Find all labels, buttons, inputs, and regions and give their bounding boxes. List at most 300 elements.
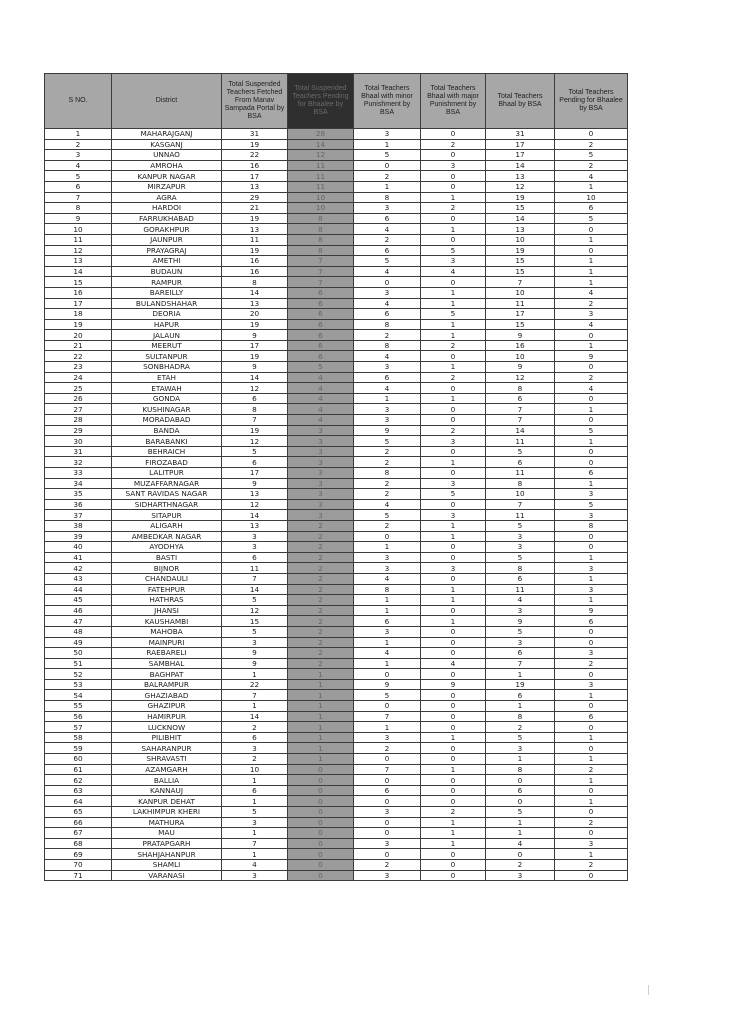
table-row (45, 732, 628, 743)
table-row (45, 849, 628, 860)
table-row (45, 701, 628, 712)
cell-sno: 33 (45, 468, 112, 479)
cell-fetched: 13 (222, 181, 288, 192)
cell-fetched: 11 (222, 563, 288, 574)
cell-pending: 3 (555, 584, 628, 595)
cell-fetched: 12 (222, 499, 288, 510)
cell-fetched: 6 (222, 785, 288, 796)
cell-minor: 0 (354, 754, 421, 765)
cell-major: 0 (421, 859, 486, 870)
cell-district: SITAPUR (112, 510, 222, 521)
cell-fetched: 7 (222, 690, 288, 701)
cell-major: 0 (421, 870, 486, 881)
cell-pending-suspended: 2 (288, 563, 354, 574)
table-row (45, 330, 628, 341)
cell-total-bhaal: 1 (486, 754, 555, 765)
cell-major: 0 (421, 637, 486, 648)
cell-minor: 4 (354, 648, 421, 659)
cell-district: BALRAMPUR (112, 679, 222, 690)
cell-minor: 3 (354, 626, 421, 637)
cell-major: 1 (421, 595, 486, 606)
cell-pending-suspended: 0 (288, 807, 354, 818)
cell-total-bhaal: 7 (486, 415, 555, 426)
cell-major: 0 (421, 785, 486, 796)
cell-sno: 7 (45, 192, 112, 203)
cell-major: 1 (421, 520, 486, 531)
cell-pending: 0 (555, 669, 628, 680)
cell-total-bhaal: 19 (486, 679, 555, 690)
cell-minor: 3 (354, 404, 421, 415)
cell-pending-suspended: 2 (288, 520, 354, 531)
cell-total-bhaal: 2 (486, 722, 555, 733)
cell-pending: 3 (555, 679, 628, 690)
cell-minor: 1 (354, 181, 421, 192)
cell-pending-suspended: 2 (288, 542, 354, 553)
cell-total-bhaal: 0 (486, 775, 555, 786)
cell-district: SAMBHAL (112, 658, 222, 669)
cell-pending-suspended: 0 (288, 859, 354, 870)
cell-district: GHAZIPUR (112, 701, 222, 712)
cell-total-bhaal: 8 (486, 711, 555, 722)
cell-sno: 34 (45, 478, 112, 489)
cell-total-bhaal: 1 (486, 669, 555, 680)
cell-major: 3 (421, 256, 486, 267)
cell-fetched: 5 (222, 595, 288, 606)
cell-minor: 7 (354, 711, 421, 722)
cell-sno: 65 (45, 807, 112, 818)
table-row (45, 785, 628, 796)
cell-major: 3 (421, 478, 486, 489)
cell-minor: 2 (354, 457, 421, 468)
cell-fetched: 5 (222, 446, 288, 457)
cell-sno: 19 (45, 319, 112, 330)
cell-pending-suspended: 11 (288, 171, 354, 182)
cell-pending-suspended: 6 (288, 351, 354, 362)
cell-minor: 3 (354, 129, 421, 140)
cell-pending: 0 (555, 415, 628, 426)
table-row (45, 362, 628, 373)
cell-pending: 0 (555, 457, 628, 468)
cell-sno: 38 (45, 520, 112, 531)
cell-total-bhaal: 7 (486, 404, 555, 415)
cell-district: ETAWAH (112, 383, 222, 394)
cell-pending-suspended: 1 (288, 711, 354, 722)
table-body (45, 129, 628, 881)
cell-sno: 4 (45, 160, 112, 171)
cell-major: 2 (421, 340, 486, 351)
cell-total-bhaal: 3 (486, 531, 555, 542)
cell-pending: 5 (555, 499, 628, 510)
cell-major: 0 (421, 552, 486, 563)
cell-pending: 0 (555, 701, 628, 712)
cell-total-bhaal: 10 (486, 234, 555, 245)
cell-major: 1 (421, 531, 486, 542)
cell-fetched: 15 (222, 616, 288, 627)
cell-district: KAUSHAMBI (112, 616, 222, 627)
cell-pending-suspended: 3 (288, 468, 354, 479)
cell-minor: 6 (354, 245, 421, 256)
table-row (45, 256, 628, 267)
cell-minor: 0 (354, 277, 421, 288)
cell-pending: 0 (555, 828, 628, 839)
cell-district: DEORIA (112, 309, 222, 320)
cell-pending: 0 (555, 446, 628, 457)
table-row (45, 520, 628, 531)
cell-pending: 6 (555, 203, 628, 214)
cell-major: 0 (421, 775, 486, 786)
cell-total-bhaal: 14 (486, 425, 555, 436)
cell-fetched: 9 (222, 478, 288, 489)
cell-fetched: 20 (222, 309, 288, 320)
cell-pending-suspended: 4 (288, 404, 354, 415)
cell-pending: 6 (555, 468, 628, 479)
table-row (45, 139, 628, 150)
cell-pending-suspended: 1 (288, 701, 354, 712)
cell-minor: 2 (354, 446, 421, 457)
cell-district: SHAHJAHANPUR (112, 849, 222, 860)
cell-pending: 0 (555, 245, 628, 256)
cell-pending: 1 (555, 595, 628, 606)
cell-sno: 46 (45, 605, 112, 616)
cell-district: ALIGARH (112, 520, 222, 531)
cell-minor: 8 (354, 468, 421, 479)
cell-pending-suspended: 6 (288, 319, 354, 330)
cell-major: 0 (421, 129, 486, 140)
cell-fetched: 9 (222, 648, 288, 659)
cell-district: BEHRAICH (112, 446, 222, 457)
cell-minor: 4 (354, 351, 421, 362)
cell-pending: 3 (555, 309, 628, 320)
cell-pending: 2 (555, 298, 628, 309)
cell-minor: 9 (354, 425, 421, 436)
cell-sno: 36 (45, 499, 112, 510)
cell-major: 0 (421, 626, 486, 637)
cell-pending-suspended: 0 (288, 838, 354, 849)
cell-fetched: 12 (222, 383, 288, 394)
cell-fetched: 21 (222, 203, 288, 214)
cell-pending: 3 (555, 563, 628, 574)
cell-pending-suspended: 2 (288, 648, 354, 659)
cell-minor: 6 (354, 213, 421, 224)
cell-minor: 6 (354, 785, 421, 796)
cell-pending: 10 (555, 192, 628, 203)
cell-major: 1 (421, 457, 486, 468)
cell-minor: 2 (354, 859, 421, 870)
cell-major: 0 (421, 701, 486, 712)
cell-minor: 2 (354, 743, 421, 754)
cell-district: BALLIA (112, 775, 222, 786)
cell-pending-suspended: 0 (288, 828, 354, 839)
cell-sno: 10 (45, 224, 112, 235)
cell-district: BARABANKI (112, 436, 222, 447)
cell-sno: 13 (45, 256, 112, 267)
cell-major: 9 (421, 679, 486, 690)
table-row (45, 340, 628, 351)
cell-total-bhaal: 15 (486, 266, 555, 277)
cell-district: AMBEDKAR NAGAR (112, 531, 222, 542)
cell-fetched: 31 (222, 129, 288, 140)
cell-sno: 71 (45, 870, 112, 881)
cell-pending: 0 (555, 330, 628, 341)
cell-minor: 3 (354, 807, 421, 818)
cell-pending-suspended: 2 (288, 637, 354, 648)
cell-pending-suspended: 8 (288, 224, 354, 235)
table-row (45, 658, 628, 669)
cell-pending-suspended: 4 (288, 415, 354, 426)
cell-major: 0 (421, 605, 486, 616)
cell-district: BULANDSHAHAR (112, 298, 222, 309)
cell-sno: 69 (45, 849, 112, 860)
cell-minor: 5 (354, 510, 421, 521)
cell-sno: 28 (45, 415, 112, 426)
cell-fetched: 22 (222, 150, 288, 161)
cell-minor: 3 (354, 552, 421, 563)
cell-district: JAUNPUR (112, 234, 222, 245)
cell-total-bhaal: 7 (486, 499, 555, 510)
cell-fetched: 19 (222, 319, 288, 330)
table-row (45, 234, 628, 245)
table-row (45, 129, 628, 140)
cell-minor: 3 (354, 287, 421, 298)
cell-pending: 9 (555, 605, 628, 616)
cell-pending-suspended: 10 (288, 192, 354, 203)
cell-major: 0 (421, 415, 486, 426)
cell-district: BIJNOR (112, 563, 222, 574)
cell-major: 1 (421, 616, 486, 627)
cell-district: SAHARANPUR (112, 743, 222, 754)
cell-minor: 2 (354, 234, 421, 245)
cell-sno: 68 (45, 838, 112, 849)
cell-total-bhaal: 1 (486, 817, 555, 828)
cell-district: PRAYAGRAJ (112, 245, 222, 256)
cell-sno: 9 (45, 213, 112, 224)
cell-total-bhaal: 6 (486, 785, 555, 796)
cell-major: 1 (421, 330, 486, 341)
cell-pending-suspended: 5 (288, 362, 354, 373)
header-pending-bhaalee-suspended: Total Suspended Teachers Pending for Bhaalee by BSA (288, 74, 354, 129)
cell-pending: 1 (555, 181, 628, 192)
cell-total-bhaal: 10 (486, 489, 555, 500)
table-row (45, 626, 628, 637)
cell-sno: 55 (45, 701, 112, 712)
cell-pending-suspended: 0 (288, 817, 354, 828)
cell-minor: 8 (354, 319, 421, 330)
cell-pending: 0 (555, 807, 628, 818)
table-row (45, 775, 628, 786)
table-row (45, 828, 628, 839)
cell-major: 3 (421, 510, 486, 521)
cell-minor: 0 (354, 817, 421, 828)
cell-sno: 20 (45, 330, 112, 341)
cell-pending-suspended: 7 (288, 256, 354, 267)
cell-fetched: 2 (222, 722, 288, 733)
cell-pending: 5 (555, 150, 628, 161)
cell-pending: 5 (555, 213, 628, 224)
cell-minor: 1 (354, 658, 421, 669)
cell-fetched: 19 (222, 213, 288, 224)
cell-sno: 24 (45, 372, 112, 383)
table-row (45, 404, 628, 415)
cell-district: CHANDAULI (112, 573, 222, 584)
cell-district: MATHURA (112, 817, 222, 828)
cell-minor: 4 (354, 298, 421, 309)
cell-district: MAU (112, 828, 222, 839)
cell-pending: 1 (555, 552, 628, 563)
cell-pending-suspended: 0 (288, 775, 354, 786)
cell-pending: 1 (555, 266, 628, 277)
cell-district: FATEHPUR (112, 584, 222, 595)
cell-total-bhaal: 6 (486, 457, 555, 468)
cell-district: KASGANJ (112, 139, 222, 150)
cell-total-bhaal: 3 (486, 637, 555, 648)
cell-fetched: 10 (222, 764, 288, 775)
table-row (45, 383, 628, 394)
cell-total-bhaal: 11 (486, 298, 555, 309)
cell-fetched: 1 (222, 775, 288, 786)
table-row (45, 171, 628, 182)
cell-fetched: 13 (222, 224, 288, 235)
table-row (45, 807, 628, 818)
cell-total-bhaal: 3 (486, 870, 555, 881)
cell-fetched: 1 (222, 701, 288, 712)
cell-total-bhaal: 7 (486, 277, 555, 288)
cell-total-bhaal: 11 (486, 436, 555, 447)
cell-district: SHRAVASTI (112, 754, 222, 765)
cell-pending: 6 (555, 711, 628, 722)
cell-district: SHAMLI (112, 859, 222, 870)
cell-minor: 0 (354, 775, 421, 786)
table-row (45, 690, 628, 701)
cell-fetched: 11 (222, 234, 288, 245)
cell-minor: 5 (354, 150, 421, 161)
cell-minor: 7 (354, 764, 421, 775)
cell-sno: 27 (45, 404, 112, 415)
cell-district: GONDA (112, 393, 222, 404)
table-row (45, 425, 628, 436)
cell-sno: 32 (45, 457, 112, 468)
cell-total-bhaal: 3 (486, 743, 555, 754)
cell-fetched: 19 (222, 425, 288, 436)
cell-minor: 0 (354, 849, 421, 860)
cell-pending: 1 (555, 436, 628, 447)
cell-pending-suspended: 6 (288, 309, 354, 320)
cell-pending-suspended: 0 (288, 796, 354, 807)
cell-minor: 0 (354, 160, 421, 171)
cell-minor: 3 (354, 563, 421, 574)
cell-pending-suspended: 6 (288, 340, 354, 351)
cell-sno: 62 (45, 775, 112, 786)
page-corner-mark (648, 985, 649, 995)
header-sno: S NO. (45, 74, 112, 129)
cell-total-bhaal: 31 (486, 129, 555, 140)
cell-fetched: 8 (222, 404, 288, 415)
table-row (45, 468, 628, 479)
cell-sno: 15 (45, 277, 112, 288)
cell-pending: 0 (555, 531, 628, 542)
cell-major: 2 (421, 139, 486, 150)
cell-minor: 4 (354, 383, 421, 394)
cell-fetched: 19 (222, 139, 288, 150)
cell-pending-suspended: 2 (288, 584, 354, 595)
cell-fetched: 1 (222, 849, 288, 860)
cell-district: HARDOI (112, 203, 222, 214)
cell-fetched: 3 (222, 817, 288, 828)
cell-minor: 1 (354, 637, 421, 648)
cell-pending-suspended: 0 (288, 785, 354, 796)
cell-major: 3 (421, 160, 486, 171)
cell-district: MIRZAPUR (112, 181, 222, 192)
cell-pending-suspended: 7 (288, 277, 354, 288)
cell-fetched: 16 (222, 256, 288, 267)
cell-pending-suspended: 3 (288, 478, 354, 489)
cell-district: AZAMGARH (112, 764, 222, 775)
cell-sno: 42 (45, 563, 112, 574)
cell-pending-suspended: 11 (288, 181, 354, 192)
table-row (45, 181, 628, 192)
cell-fetched: 17 (222, 171, 288, 182)
cell-pending-suspended: 3 (288, 510, 354, 521)
cell-district: MAHARAJGANJ (112, 129, 222, 140)
cell-minor: 0 (354, 701, 421, 712)
cell-district: RAMPUR (112, 277, 222, 288)
cell-pending-suspended: 2 (288, 552, 354, 563)
cell-sno: 48 (45, 626, 112, 637)
cell-major: 0 (421, 351, 486, 362)
cell-minor: 8 (354, 340, 421, 351)
cell-fetched: 12 (222, 436, 288, 447)
cell-total-bhaal: 12 (486, 181, 555, 192)
cell-pending-suspended: 8 (288, 234, 354, 245)
table-row (45, 224, 628, 235)
cell-pending-suspended: 3 (288, 425, 354, 436)
cell-total-bhaal: 11 (486, 468, 555, 479)
cell-sno: 26 (45, 393, 112, 404)
cell-fetched: 6 (222, 732, 288, 743)
cell-pending: 2 (555, 139, 628, 150)
table-row (45, 372, 628, 383)
cell-total-bhaal: 6 (486, 648, 555, 659)
cell-pending-suspended: 1 (288, 679, 354, 690)
cell-sno: 44 (45, 584, 112, 595)
cell-district: UNNAO (112, 150, 222, 161)
cell-fetched: 3 (222, 870, 288, 881)
cell-pending: 1 (555, 849, 628, 860)
cell-total-bhaal: 0 (486, 849, 555, 860)
cell-total-bhaal: 4 (486, 838, 555, 849)
cell-total-bhaal: 19 (486, 245, 555, 256)
cell-fetched: 8 (222, 277, 288, 288)
cell-major: 5 (421, 309, 486, 320)
cell-district: FIROZABAD (112, 457, 222, 468)
cell-total-bhaal: 8 (486, 383, 555, 394)
cell-fetched: 17 (222, 468, 288, 479)
cell-minor: 1 (354, 605, 421, 616)
cell-total-bhaal: 16 (486, 340, 555, 351)
cell-district: MUZAFFARNAGAR (112, 478, 222, 489)
cell-major: 0 (421, 383, 486, 394)
cell-total-bhaal: 1 (486, 701, 555, 712)
table-row (45, 446, 628, 457)
cell-total-bhaal: 3 (486, 605, 555, 616)
cell-total-bhaal: 12 (486, 372, 555, 383)
cell-minor: 3 (354, 870, 421, 881)
cell-sno: 40 (45, 542, 112, 553)
cell-minor: 1 (354, 393, 421, 404)
cell-fetched: 16 (222, 160, 288, 171)
cell-sno: 8 (45, 203, 112, 214)
cell-pending: 1 (555, 796, 628, 807)
cell-minor: 2 (354, 478, 421, 489)
